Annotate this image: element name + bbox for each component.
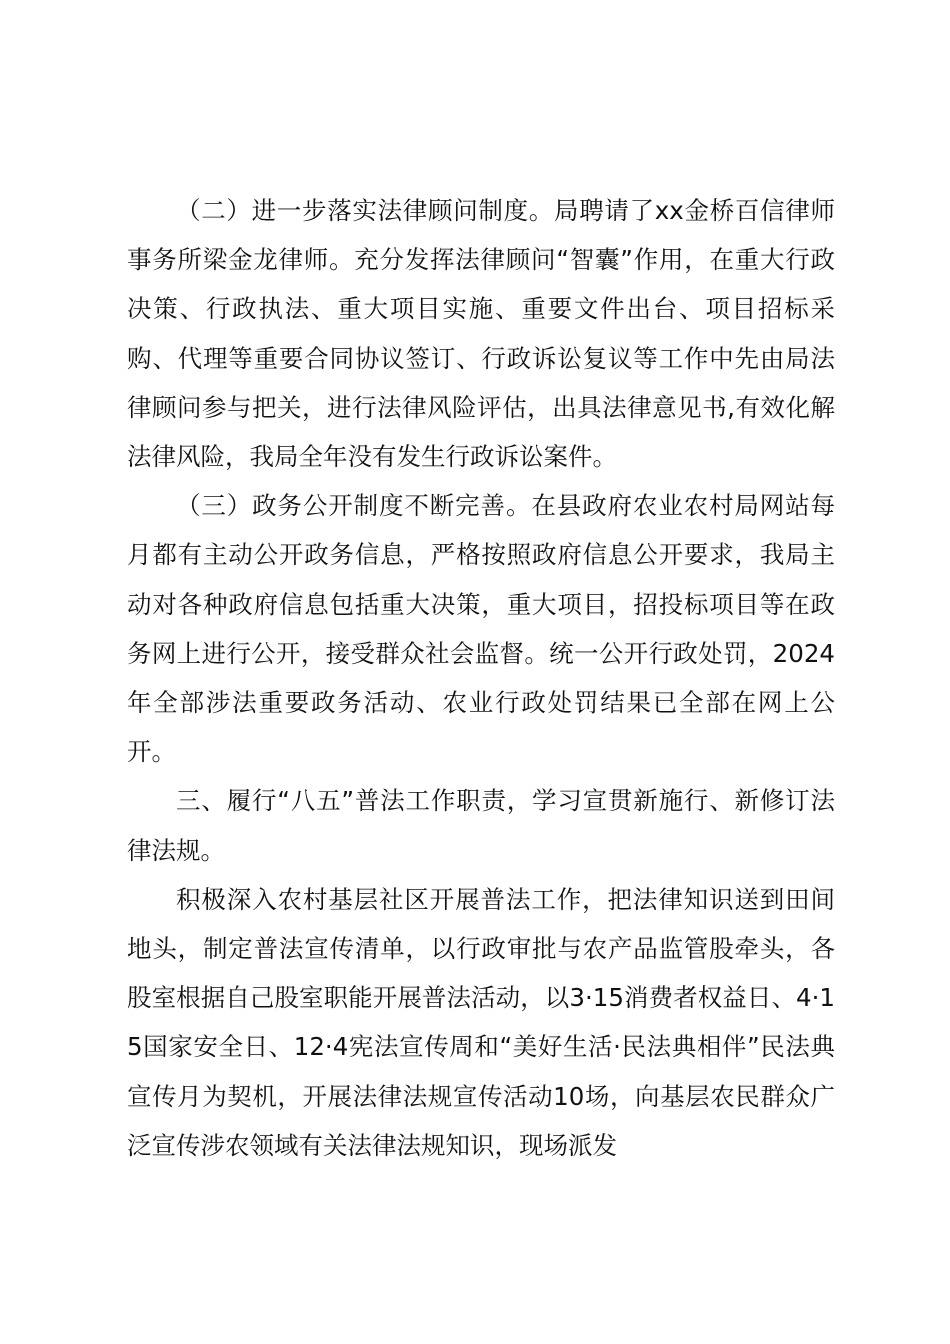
document-body xyxy=(127,186,835,1170)
section-heading-law-popularization: 三、履行“八五”普法工作职责，学习宣贯新施行、新修订法律法规。 xyxy=(127,786,835,865)
paragraph-legal-advisor: （二）进一步落实法律顾问制度。局聘请了xx金桥百信律师事务所梁金龙律师。充分发挥法律顾问“智囊”作用，在重大行政决策、行政执法、重大项目实施、重要文件出台、项目招标采购、代理等重要合同协议签订、行政诉讼复议等工作中先由局法律顾问参与把关，进行法律风险评估，出具法律意见书,有效化解法律风险，我局全年没有发生行政诉讼案件。 xyxy=(127,196,835,472)
paragraph-government-disclosure: （三）政务公开制度不断完善。在县政府农业农村局网站每月都有主动公开政务信息，严格按照政府信息公开要求，我局主动对各种政府信息包括重大决策，重大项目，招投标项目等在政务网上进行公开，接受群众社会监督。统一公开行政处罚，2024年全部涉法重要政务活动、农业行政处罚结果已全部在网上公开。 xyxy=(127,491,835,767)
paragraph-grassroots-outreach: 积极深入农村基层社区开展普法工作，把法律知识送到田间地头，制定普法宣传清单，以行政审批与农产品监管股牵头，各股室根据自己股室职能开展普法活动，以3·15消费者权益日、4·15国家安全日、12·4宪法宣传周和“美好生活·民法典相伴”民法典宣传月为契机，开展法律法规宣传活动10场，向基层农民群众广泛宣传涉农领域有关法律法规知识，现场派发 xyxy=(127,884,835,1160)
